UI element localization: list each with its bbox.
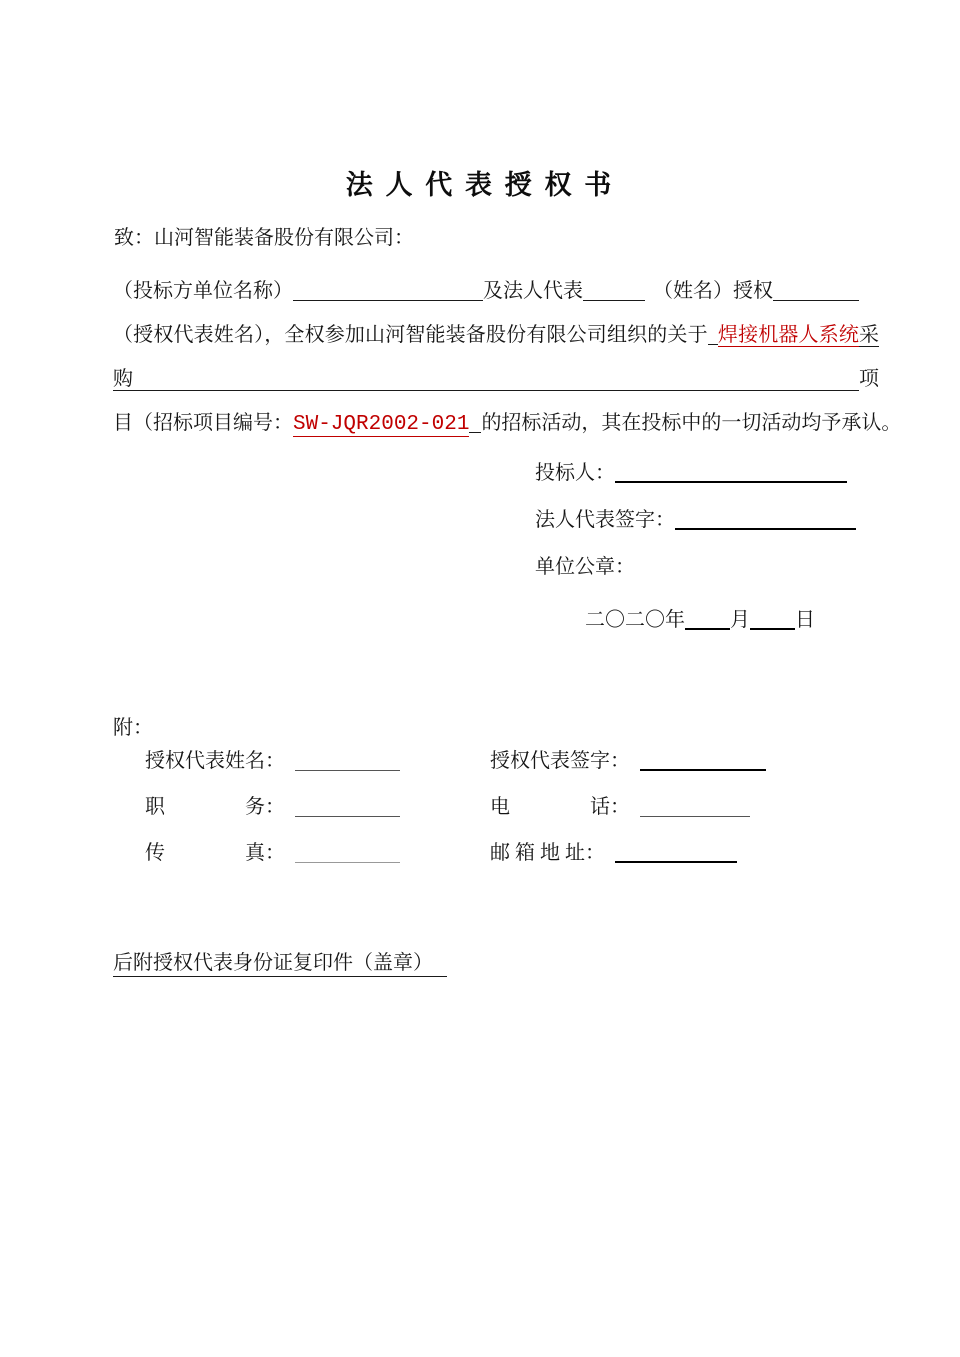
project-name-filled-value: 焊接机器人系统 (717, 324, 860, 346)
rep-name-blank-line (295, 750, 400, 771)
signature-block (535, 460, 856, 601)
duty-field (145, 795, 400, 819)
paragraph-line-2 (113, 313, 879, 401)
attachment-row-1 (113, 745, 903, 791)
paragraph-line-3 (113, 401, 902, 447)
date-month-text: 月 (730, 609, 750, 631)
procurement-text-underlined: 采购 (113, 324, 880, 390)
date-day-text: 日 (795, 609, 815, 631)
company-seal-row (535, 554, 856, 601)
legal-rep-signature-label: 法人代表签字： (535, 509, 675, 531)
legal-rep-signature-row (535, 507, 856, 554)
project-code-value: SW-JQR2002-021 (293, 413, 470, 436)
id-copy-note: 后附授权代表身份证复印件（盖章） (113, 952, 447, 977)
document-title: 法 人 代 表 授 权 书 (345, 170, 615, 200)
email-label: 邮 箱 地 址： (490, 842, 605, 864)
paragraph-closing-text: 的招标活动，其在投标中的一切活动均予承认。 (481, 412, 902, 434)
date-day-blank-line (750, 608, 795, 630)
project-code-trailing-blank (469, 412, 481, 433)
bidder-unit-label: （投标方单位名称） (113, 280, 293, 302)
footnote-line (113, 946, 447, 975)
rep-sign-blank-line (640, 749, 766, 771)
duty-label: 职 务： (145, 796, 285, 818)
rep-sign-field (490, 749, 766, 773)
phone-blank-line (640, 796, 750, 817)
paragraph-line-1 (113, 269, 879, 313)
date-month-blank-line (685, 608, 730, 630)
date-year-text: 二〇二〇年 (585, 609, 685, 631)
authorized-person-blank-line (773, 280, 859, 301)
bidder-signature-label: 投标人： (535, 462, 615, 484)
email-field (490, 841, 737, 865)
attachment-section (113, 716, 903, 883)
attachment-heading: 附： (113, 717, 153, 739)
bidder-unit-blank-line (293, 280, 483, 301)
fax-blank-line (295, 842, 400, 863)
rep-name-field (145, 749, 400, 773)
authorization-paragraph (113, 269, 902, 447)
bidder-signature-row (535, 460, 856, 507)
company-seal-label: 单位公章： (535, 556, 635, 578)
phone-field (490, 795, 750, 819)
salutation-line: 致：山河智能装备股份有限公司： (114, 227, 414, 249)
date-line (585, 603, 815, 632)
legal-rep-signature-blank-line (675, 508, 856, 530)
duty-blank-line (295, 796, 400, 817)
line2-trailing-char: 项 (859, 368, 879, 390)
fax-field (145, 841, 400, 865)
bidder-signature-blank-line (615, 461, 847, 483)
authorize-name-label: （姓名）授权 (653, 280, 773, 302)
phone-label: 电 话： (490, 796, 630, 818)
authorization-body-text: （授权代表姓名），全权参加山河智能装备股份有限公司组织的关于 (113, 324, 708, 346)
project-name-leading-blank (708, 324, 718, 345)
rep-name-label: 授权代表姓名： (145, 750, 285, 772)
legal-rep-label: 及法人代表 (483, 280, 583, 302)
fax-label: 传 真： (145, 842, 285, 864)
rep-sign-label: 授权代表签字： (490, 750, 630, 772)
project-code-label: 目（招标项目编号： (113, 412, 293, 434)
email-blank-line (615, 841, 737, 863)
attachment-row-2 (113, 791, 903, 837)
attachment-row-3 (113, 837, 903, 883)
legal-rep-blank-line (583, 280, 645, 301)
